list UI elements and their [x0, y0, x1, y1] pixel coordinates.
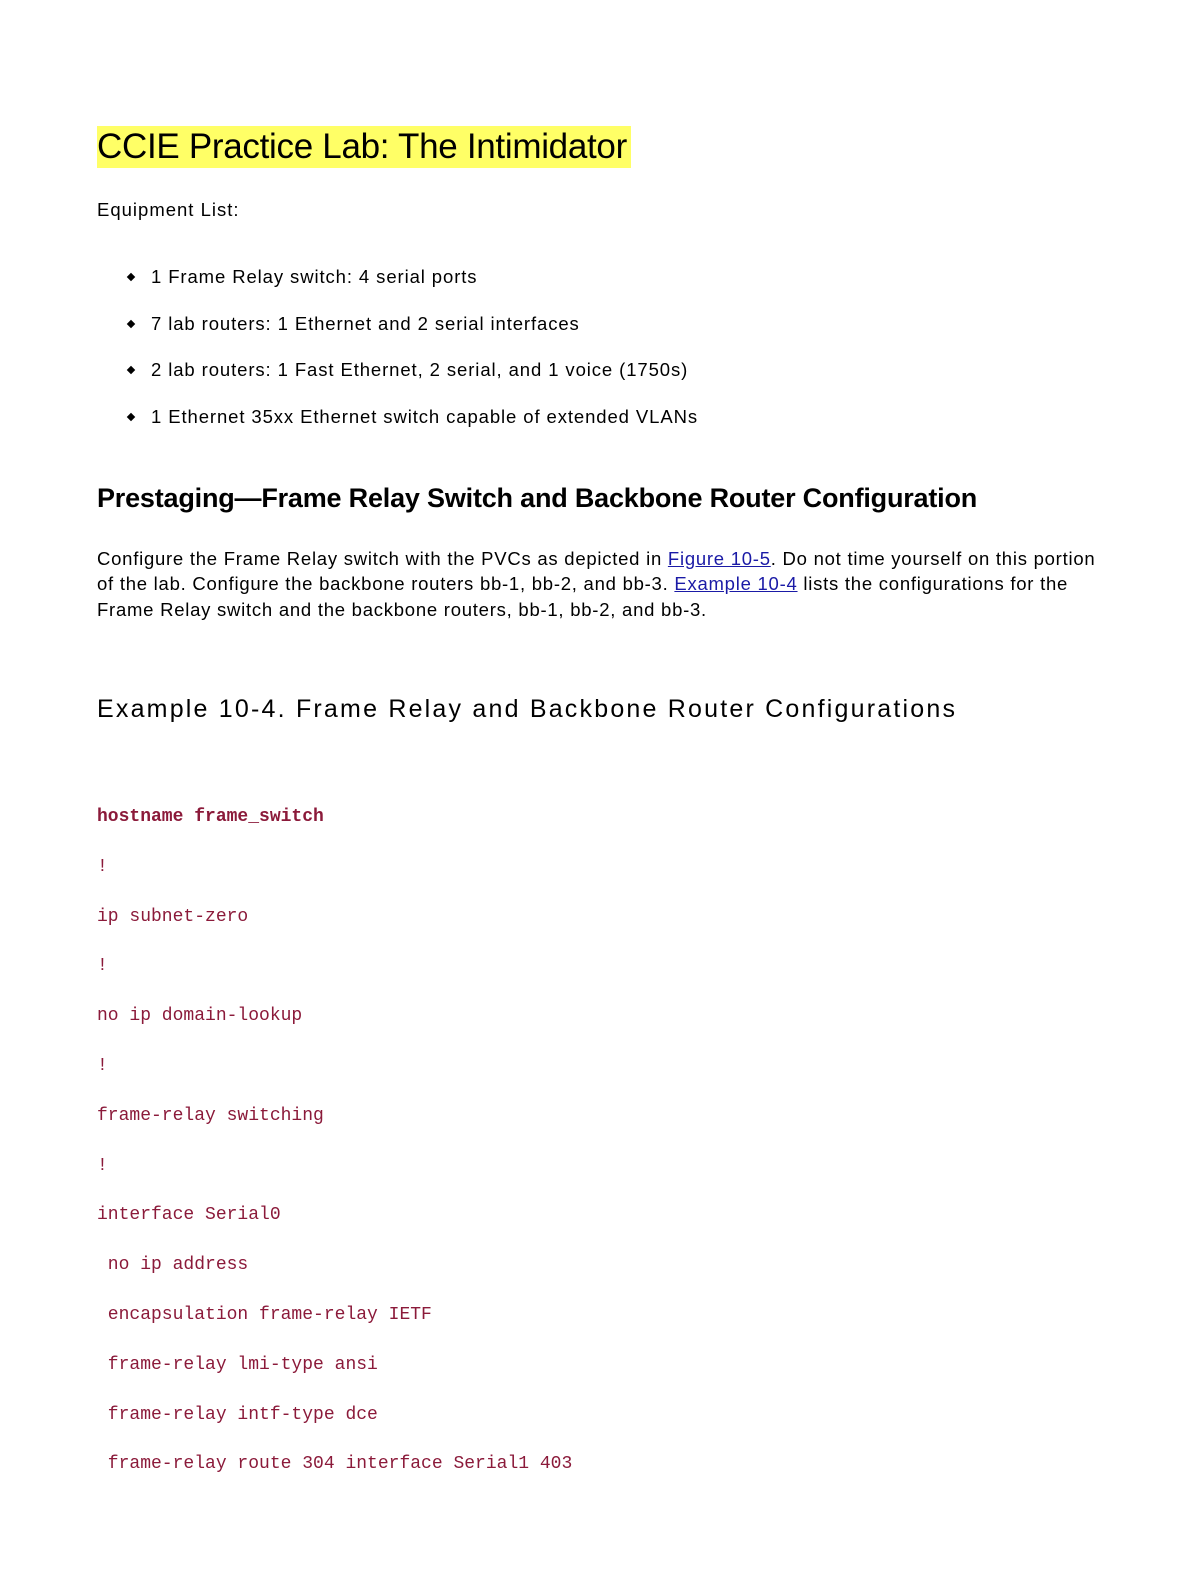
- code-line: !: [97, 1055, 108, 1076]
- section-heading: Prestaging—Frame Relay Switch and Backbone Router Configuration: [97, 483, 978, 513]
- code-line: frame-relay route 304 interface Serial1 403: [97, 1454, 573, 1475]
- code-line: interface Serial0: [97, 1205, 281, 1226]
- figure-10-5-link[interactable]: Figure 10-5: [667, 548, 771, 569]
- equipment-list: [97, 262, 698, 448]
- code-line: encapsulation frame-relay IETF: [97, 1304, 432, 1325]
- prestaging-paragraph: [97, 546, 1107, 622]
- code-line: !: [97, 1155, 108, 1176]
- paragraph-text: lists the configurations for the Frame Relay switch and the backbone routers, bb-1, bb-2, and bb-3.: [97, 573, 1069, 620]
- code-line: frame-relay lmi-type ansi: [97, 1354, 378, 1375]
- code-line: !: [97, 956, 108, 977]
- code-line: no ip domain-lookup: [97, 1006, 303, 1027]
- config-code-block: [97, 805, 572, 1502]
- code-line: hostname frame_switch: [97, 807, 324, 827]
- code-line: ip subnet-zero: [97, 906, 249, 927]
- document-title: CCIE Practice Lab: The Intimidator: [97, 126, 631, 168]
- equipment-item: 1 Frame Relay switch: 4 serial ports: [97, 262, 698, 309]
- code-line: !: [97, 856, 108, 877]
- equipment-list-heading: Equipment List:: [97, 199, 240, 220]
- equipment-item: 7 lab routers: 1 Ethernet and 2 serial interfaces: [97, 309, 698, 356]
- paragraph-text: . Do not time yourself on this portion of the lab. Configure the backbone routers bb-1, bb-2, and bb-3.: [97, 548, 1096, 595]
- code-line: no ip address: [97, 1255, 249, 1276]
- example-10-4-link[interactable]: Example 10-4: [674, 573, 798, 595]
- code-line: frame-relay intf-type dce: [97, 1404, 378, 1425]
- example-heading: Example 10-4. Frame Relay and Backbone Router Configurations: [97, 695, 958, 723]
- code-line: frame-relay switching: [97, 1105, 324, 1126]
- paragraph-text: Configure the Frame Relay switch with the PVCs as depicted in: [97, 548, 668, 569]
- equipment-item: 2 lab routers: 1 Fast Ethernet, 2 serial, and 1 voice (1750s): [97, 355, 698, 402]
- equipment-item: 1 Ethernet 35xx Ethernet switch capable of extended VLANs: [97, 402, 698, 449]
